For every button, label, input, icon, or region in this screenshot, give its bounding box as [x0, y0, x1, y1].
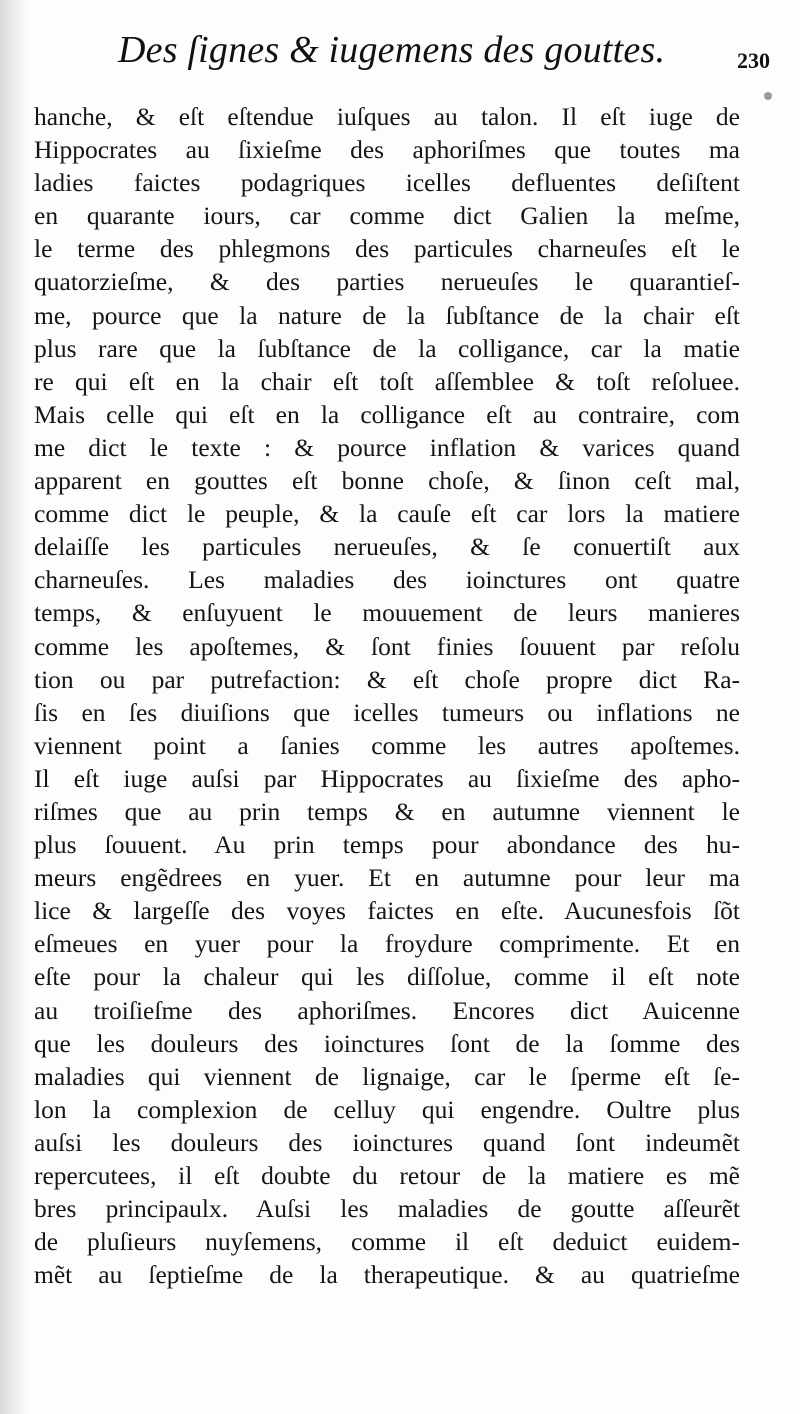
- text-line: bres principaulx. Auſsi les maladies de goutte aſſeurẽt: [34, 1194, 740, 1224]
- text-line: riſmes que au prin temps & en autumne viennent le: [34, 796, 740, 826]
- text-line: auſsi les douleurs des ioinctures quand ſont indeumẽt: [34, 1127, 740, 1157]
- text-line: tion ou par putrefaction: & eſt choſe propre dict Ra-: [34, 664, 740, 694]
- text-line: plus ſouuent. Au prin temps pour abondance des hu-: [34, 830, 740, 860]
- text-line: eſte pour la chaleur qui les diſſolue, comme il eſt note: [34, 962, 740, 992]
- text-line: ſis en ſes diuiſions que icelles tumeurs ou inflations ne: [34, 697, 740, 727]
- text-line: plus rare que la ſubſtance de la colligance, car la matie: [34, 333, 740, 363]
- gutter-shadow: [0, 0, 30, 1414]
- text-line: meurs engẽdrees en yuer. Et en autumne pour leur ma: [34, 863, 740, 893]
- text-line: au troiſieſme des aphoriſmes. Encores dict Auicenne: [34, 995, 740, 1025]
- text-line: lice & largeſſe des voyes faictes en eſte. Aucunesfois ſõt: [34, 896, 740, 926]
- text-line: le terme des phlegmons des particules charneuſes eſt le: [34, 234, 740, 264]
- text-line: quatorzieſme, & des parties nerueuſes le quarantieſ-: [34, 267, 740, 297]
- text-line: de pluſieurs nuyſemens, comme il eſt deduict euidem-: [34, 1227, 740, 1257]
- running-head-title: Des ſignes & iugemens des gouttes.: [118, 29, 666, 71]
- text-line: ladies faictes podagriques icelles defluentes deſiſtent: [34, 168, 740, 198]
- text-line: me, pource que la nature de la ſubſtance de la chair eſt: [34, 300, 740, 330]
- text-line: Il eſt iuge auſsi par Hippocrates au ſixieſme des apho-: [34, 763, 740, 793]
- text-line: repercutees, il eſt doubte du retour de la matiere es mẽ: [34, 1161, 740, 1190]
- ink-speck: [764, 92, 772, 100]
- text-line: comme dict le peuple, & la cauſe eſt car lors la matiere: [34, 499, 740, 529]
- running-head: [40, 22, 780, 82]
- text-line: mẽt au ſeptieſme de la therapeutique. & au quatrieſme: [34, 1260, 740, 1290]
- text-line: me dict le texte : & pource inflation & varices quand: [34, 432, 740, 462]
- page-number: 230: [737, 48, 770, 73]
- text-line: comme les apoſtemes, & ſont finies ſouuent par reſolu: [34, 631, 740, 661]
- text-line: Mais celle qui eſt en la colligance eſt au contraire, com: [34, 399, 740, 429]
- text-line: charneuſes. Les maladies des ioinctures ont quatre: [34, 565, 740, 595]
- text-line: en quarante iours, car comme dict Galien la meſme,: [34, 201, 740, 231]
- text-line: temps, & enſuyuent le mouuement de leurs manieres: [34, 598, 740, 628]
- body-text: [34, 100, 740, 1291]
- text-line: delaiſſe les particules nerueuſes, & ſe conuertiſt aux: [34, 532, 740, 562]
- text-line: que les douleurs des ioinctures ſont de la ſomme des: [34, 1028, 740, 1058]
- text-line: lon la complexion de celluy qui engendre. Oultre plus: [34, 1094, 740, 1124]
- text-line: maladies qui viennent de lignaige, car le ſperme eſt ſe-: [34, 1061, 740, 1091]
- text-line: Hippocrates au ſixieſme des aphoriſmes que toutes ma: [34, 135, 740, 165]
- text-line: eſmeues en yuer pour la froydure comprimente. Et en: [34, 929, 740, 959]
- text-line: viennent point a ſanies comme les autres apoſtemes.: [34, 730, 740, 760]
- text-line: apparent en gouttes eſt bonne choſe, & ſinon ceſt mal,: [34, 466, 740, 496]
- text-line: hanche, & eſt eſtendue iuſques au talon. Il eſt iuge de: [34, 102, 740, 131]
- text-line: re qui eſt en la chair eſt toſt aſſemblee & toſt reſoluee.: [34, 366, 740, 396]
